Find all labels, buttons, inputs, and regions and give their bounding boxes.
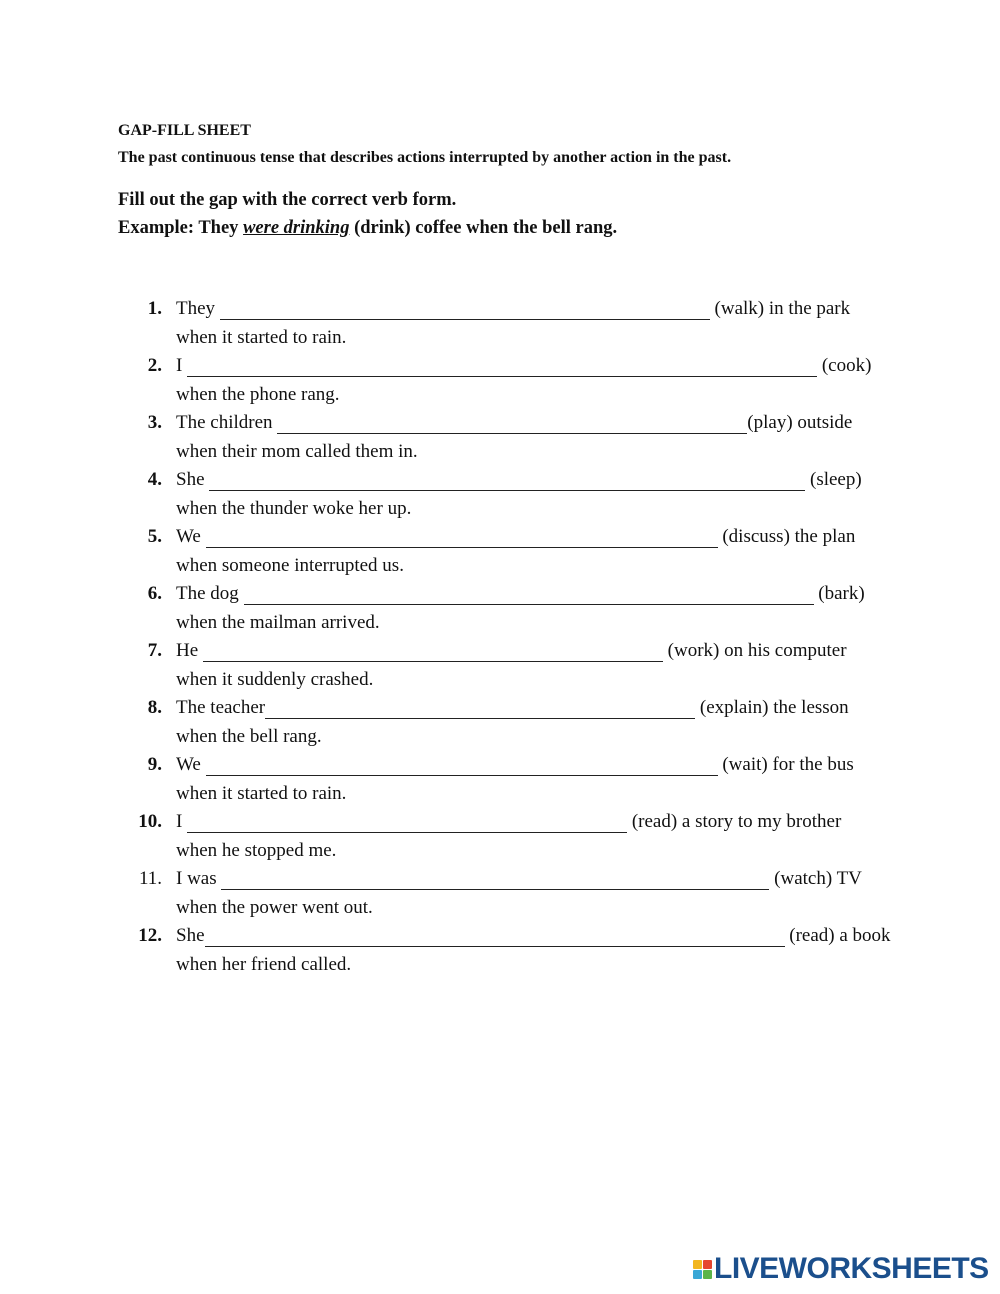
question-line <box>176 526 855 548</box>
question-continuation-row <box>138 324 898 353</box>
answer-blank[interactable] <box>244 584 814 605</box>
question-continuation-row <box>138 609 898 638</box>
question-text-before: I <box>176 811 188 833</box>
logo-square <box>703 1270 712 1279</box>
question-number: 4. <box>147 469 162 491</box>
question-text-after: (wait) for the bus <box>717 754 854 776</box>
question-continuation: when the thunder woke her up. <box>176 497 412 519</box>
logo-square <box>693 1270 702 1279</box>
question-continuation-row <box>138 780 898 809</box>
question-continuation-row <box>138 837 898 866</box>
question-text-before: The dog <box>176 583 244 605</box>
answer-blank[interactable] <box>220 299 710 320</box>
question-row <box>138 865 898 894</box>
question-continuation-row <box>138 666 898 695</box>
question-text-after: (read) a book <box>784 925 891 947</box>
question-number: 7. <box>147 640 162 662</box>
example-suffix: (drink) coffee when the bell rang. <box>349 218 618 238</box>
answer-blank[interactable] <box>221 869 769 890</box>
question-text-before: The teacher <box>176 697 266 719</box>
question-row <box>138 694 898 723</box>
question-item <box>138 865 898 922</box>
answer-blank[interactable] <box>206 755 718 776</box>
question-item <box>138 808 898 865</box>
example-line <box>118 214 617 242</box>
answer-blank[interactable] <box>206 527 718 548</box>
question-number: 10. <box>138 811 162 833</box>
question-line <box>176 811 841 833</box>
question-continuation-row <box>138 951 898 980</box>
answer-blank[interactable] <box>187 812 627 833</box>
question-continuation-row <box>138 381 898 410</box>
question-text-after: (discuss) the plan <box>717 526 856 548</box>
question-text-after: (watch) TV <box>769 868 862 890</box>
question-row <box>138 580 898 609</box>
question-text-after: (play) outside <box>747 412 853 434</box>
question-line <box>176 355 871 377</box>
logo-square <box>693 1260 702 1269</box>
question-row <box>138 922 898 951</box>
question-item <box>138 637 898 694</box>
instruction-line: Fill out the gap with the correct verb form. <box>118 190 457 210</box>
question-item <box>138 466 898 523</box>
question-continuation: when the bell rang. <box>176 725 322 747</box>
example-answer: were drinking <box>243 218 350 238</box>
question-text-before: The children <box>176 412 278 434</box>
question-item <box>138 694 898 751</box>
question-continuation: when it started to rain. <box>176 782 347 804</box>
liveworksheets-logo <box>693 1252 989 1286</box>
question-continuation: when the mailman arrived. <box>176 611 380 633</box>
question-continuation: when it started to rain. <box>176 326 347 348</box>
question-text-before: They <box>176 298 220 320</box>
question-text-after: (walk) in the park <box>709 298 851 320</box>
question-number: 8. <box>147 697 162 719</box>
question-text-before: I <box>176 355 188 377</box>
question-line <box>176 298 850 320</box>
question-continuation: when it suddenly crashed. <box>176 668 374 690</box>
question-text-after: (cook) <box>817 355 872 377</box>
sheet-subtitle: The past continuous tense that describes actions interrupted by another action in the past. <box>118 149 732 166</box>
question-item <box>138 751 898 808</box>
answer-blank[interactable] <box>187 356 817 377</box>
question-continuation-row <box>138 438 898 467</box>
question-text-before: She <box>176 469 210 491</box>
question-continuation: when the power went out. <box>176 896 373 918</box>
question-text-after: (read) a story to my brother <box>627 811 842 833</box>
sheet-title: GAP-FILL SHEET <box>118 122 251 139</box>
question-item <box>138 409 898 466</box>
question-continuation-row <box>138 495 898 524</box>
question-row <box>138 808 898 837</box>
question-text-before: He <box>176 640 203 662</box>
question-row <box>138 751 898 780</box>
question-line <box>176 697 849 719</box>
answer-blank[interactable] <box>265 698 695 719</box>
question-text-after: (explain) the lesson <box>695 697 849 719</box>
logo-icon <box>693 1260 712 1279</box>
question-continuation: when he stopped me. <box>176 839 337 861</box>
question-number: 3. <box>147 412 162 434</box>
question-item <box>138 352 898 409</box>
answer-blank[interactable] <box>209 470 805 491</box>
question-row <box>138 523 898 552</box>
question-number: 2. <box>147 355 162 377</box>
question-line <box>176 640 847 662</box>
question-number: 1. <box>147 298 162 320</box>
question-text-before: She <box>176 925 205 947</box>
question-text-after: (work) on his computer <box>662 640 847 662</box>
question-number: 5. <box>147 526 162 548</box>
question-row <box>138 295 898 324</box>
question-text-after: (sleep) <box>805 469 862 491</box>
answer-blank[interactable] <box>205 926 785 947</box>
logo-square <box>703 1260 712 1269</box>
question-row <box>138 409 898 438</box>
question-row <box>138 637 898 666</box>
question-continuation: when her friend called. <box>176 953 352 975</box>
question-continuation: when their mom called them in. <box>176 440 418 462</box>
worksheet-header <box>118 120 731 169</box>
instructions <box>118 186 617 242</box>
question-line <box>176 925 891 947</box>
question-continuation-row <box>138 723 898 752</box>
question-text-before: I was <box>176 868 222 890</box>
question-list <box>138 295 898 979</box>
question-number: 12. <box>138 925 162 947</box>
question-item <box>138 580 898 637</box>
question-line <box>176 868 862 890</box>
question-continuation: when the phone rang. <box>176 383 340 405</box>
question-row <box>138 352 898 381</box>
question-text-before: We <box>176 754 206 776</box>
question-continuation: when someone interrupted us. <box>176 554 404 576</box>
question-item <box>138 523 898 580</box>
question-continuation-row <box>138 894 898 923</box>
question-line <box>176 583 865 605</box>
question-row <box>138 466 898 495</box>
example-prefix: Example: They <box>118 218 244 238</box>
question-number: 6. <box>147 583 162 605</box>
answer-blank[interactable] <box>277 413 747 434</box>
question-number: 9. <box>147 754 162 776</box>
question-continuation-row <box>138 552 898 581</box>
question-number: 11. <box>138 868 162 890</box>
question-item <box>138 295 898 352</box>
question-text-before: We <box>176 526 206 548</box>
question-text-after: (bark) <box>813 583 865 605</box>
answer-blank[interactable] <box>203 641 663 662</box>
logo-text: LIVEWORKSHEETS <box>714 1252 989 1285</box>
question-line <box>176 754 854 776</box>
question-item <box>138 922 898 979</box>
question-line <box>176 412 852 434</box>
question-line <box>176 469 862 491</box>
